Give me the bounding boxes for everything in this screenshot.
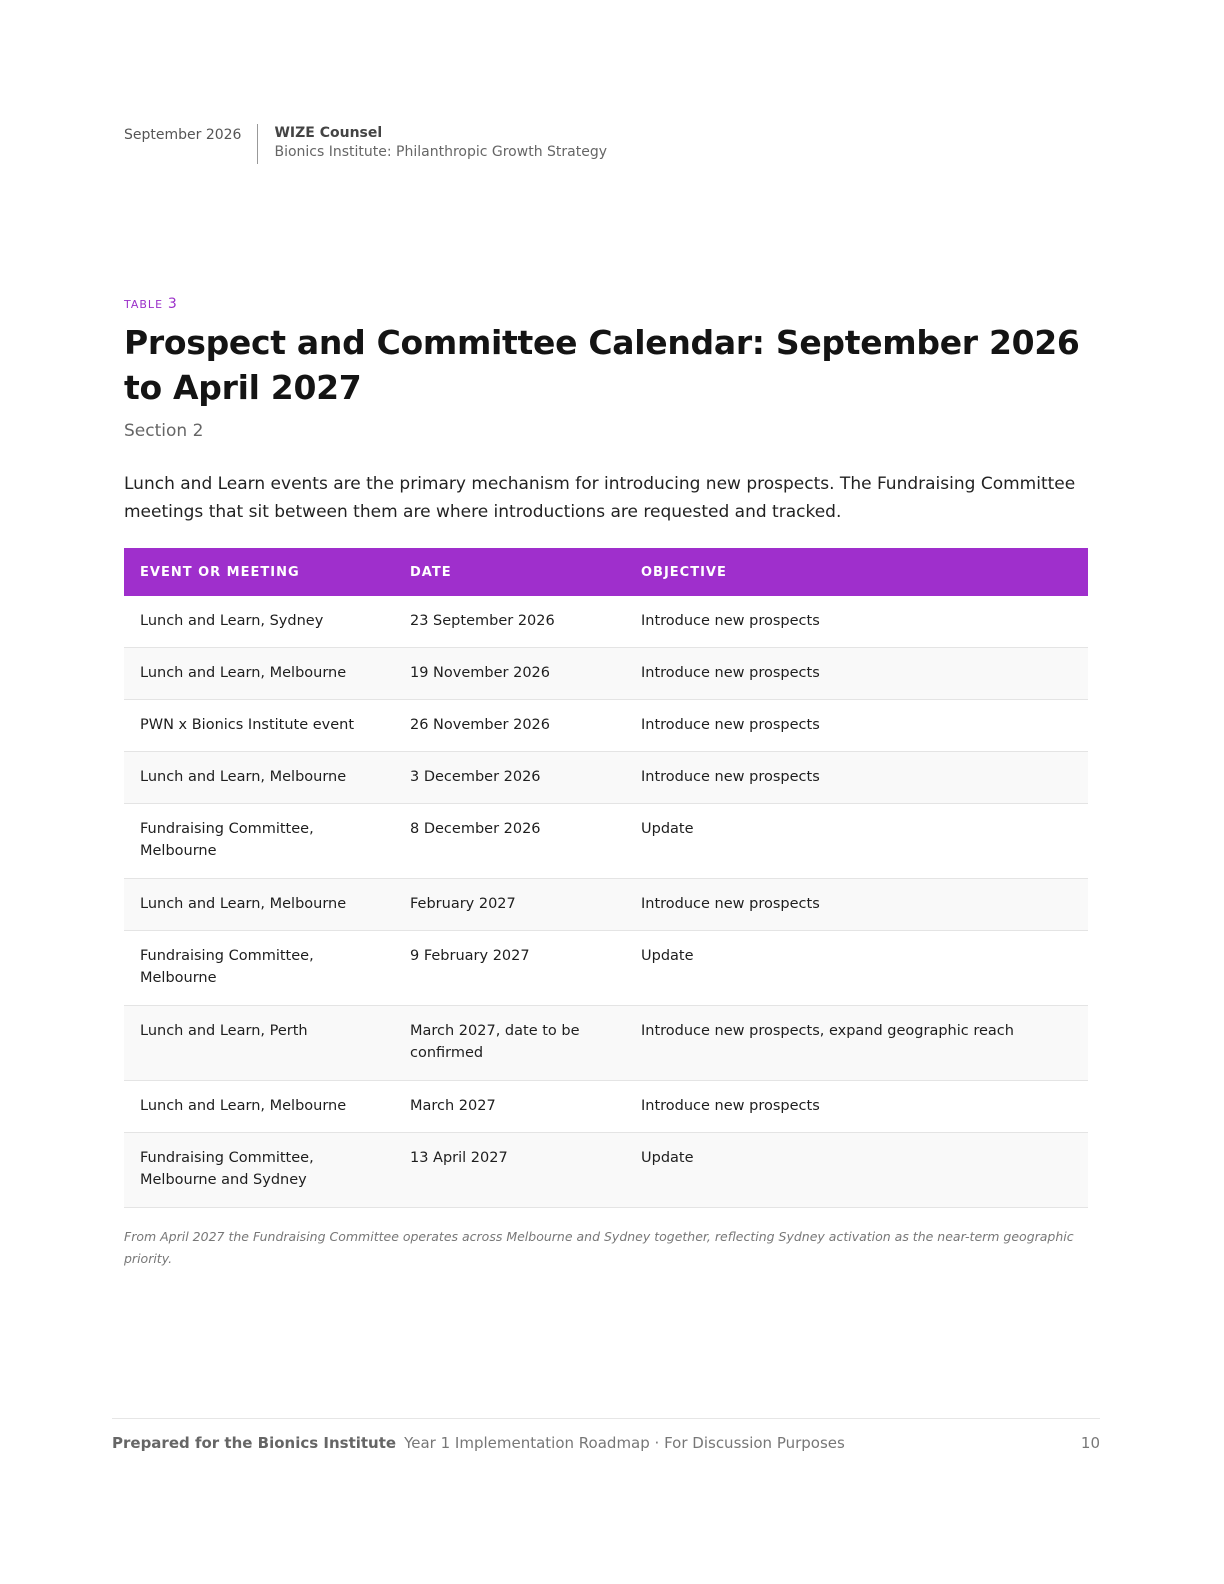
cell-event: PWN x Bionics Institute event [124,700,394,752]
table-row [124,648,1088,700]
footer-prepared-for: Prepared for the Bionics Institute [112,1434,397,1452]
table-row [124,1006,1088,1081]
table-eyebrow-number: 3 [167,296,177,312]
page-number: 10 [1080,1434,1100,1452]
cell-date: 3 December 2026 [394,752,625,804]
cell-event: Lunch and Learn, Sydney [124,596,394,648]
cell-event: Lunch and Learn, Perth [124,1006,394,1081]
cell-event [124,1133,394,1208]
cell-date: February 2027 [394,879,625,931]
document-footer [112,1433,1100,1453]
cell-event [124,804,394,879]
table-eyebrow-label: TABLE [124,298,164,311]
cell-objective: Introduce new prospects [625,1081,1088,1133]
column-header-event: EVENT OR MEETING [124,548,394,596]
cell-date: 19 November 2026 [394,648,625,700]
column-header-objective: OBJECTIVE [625,548,1088,596]
table-row [124,596,1088,648]
cell-event-text: Fundraising Committee, Melbourne and Sydney [140,1150,314,1188]
column-header-date: DATE [394,548,625,596]
table-eyebrow [124,296,177,313]
cell-event-text: Fundraising Committee, Melbourne [140,821,314,859]
table-row [124,700,1088,752]
cell-date: 26 November 2026 [394,700,625,752]
cell-objective: Introduce new prospects [625,700,1088,752]
calendar-table [124,548,1088,1208]
cell-date: March 2027 [394,1081,625,1133]
cell-objective: Introduce new prospects, expand geographic reach [625,1006,1088,1081]
footer-divider [112,1418,1100,1419]
table-note: From April 2027 the Fundraising Committee operates across Melbourne and Sydney together, reflecting Sydney activation as the near-term geographic priority. [124,1229,1074,1266]
cell-date [394,1006,625,1081]
table-row [124,879,1088,931]
section-label: Section 2 [124,421,204,441]
header-date: September 2026 [124,127,242,143]
cell-date: 8 December 2026 [394,804,625,879]
table-row [124,752,1088,804]
cell-date: 9 February 2027 [394,931,625,1006]
header-project: Bionics Institute: Philanthropic Growth Strategy [274,144,607,160]
table-row [124,931,1088,1006]
table-body [124,596,1088,1208]
cell-event: Lunch and Learn, Melbourne [124,1081,394,1133]
page-title: Prospect and Committee Calendar: September 2026 to April 2027 [124,323,1080,407]
cell-event: Lunch and Learn, Melbourne [124,648,394,700]
cell-objective: Update [625,931,1088,1006]
cell-event-text: Fundraising Committee, Melbourne [140,948,314,986]
cell-date: 13 April 2027 [394,1133,625,1208]
cell-objective: Update [625,804,1088,879]
document-header [124,124,607,164]
cell-objective: Introduce new prospects [625,596,1088,648]
table-row [124,1081,1088,1133]
cell-event: Lunch and Learn, Melbourne [124,752,394,804]
footer-description: Year 1 Implementation Roadmap · For Discussion Purposes [404,1434,845,1452]
cell-date-text: March 2027, date to be confirmed [410,1023,580,1061]
cell-date: 23 September 2026 [394,596,625,648]
table-row [124,1133,1088,1208]
cell-objective: Introduce new prospects [625,752,1088,804]
cell-objective: Introduce new prospects [625,879,1088,931]
header-divider [257,124,258,164]
table-header [124,548,1088,596]
header-company: WIZE Counsel [274,125,383,141]
table-row [124,804,1088,879]
header-org [274,124,607,162]
cell-objective: Introduce new prospects [625,648,1088,700]
intro-paragraph: Lunch and Learn events are the primary mechanism for introducing new prospects. The Fundraising Committee meetings that sit between them are where introductions are requested and tracked. [124,474,1076,522]
cell-objective: Update [625,1133,1088,1208]
cell-event: Lunch and Learn, Melbourne [124,879,394,931]
cell-event [124,931,394,1006]
table-header-row [124,548,1088,596]
